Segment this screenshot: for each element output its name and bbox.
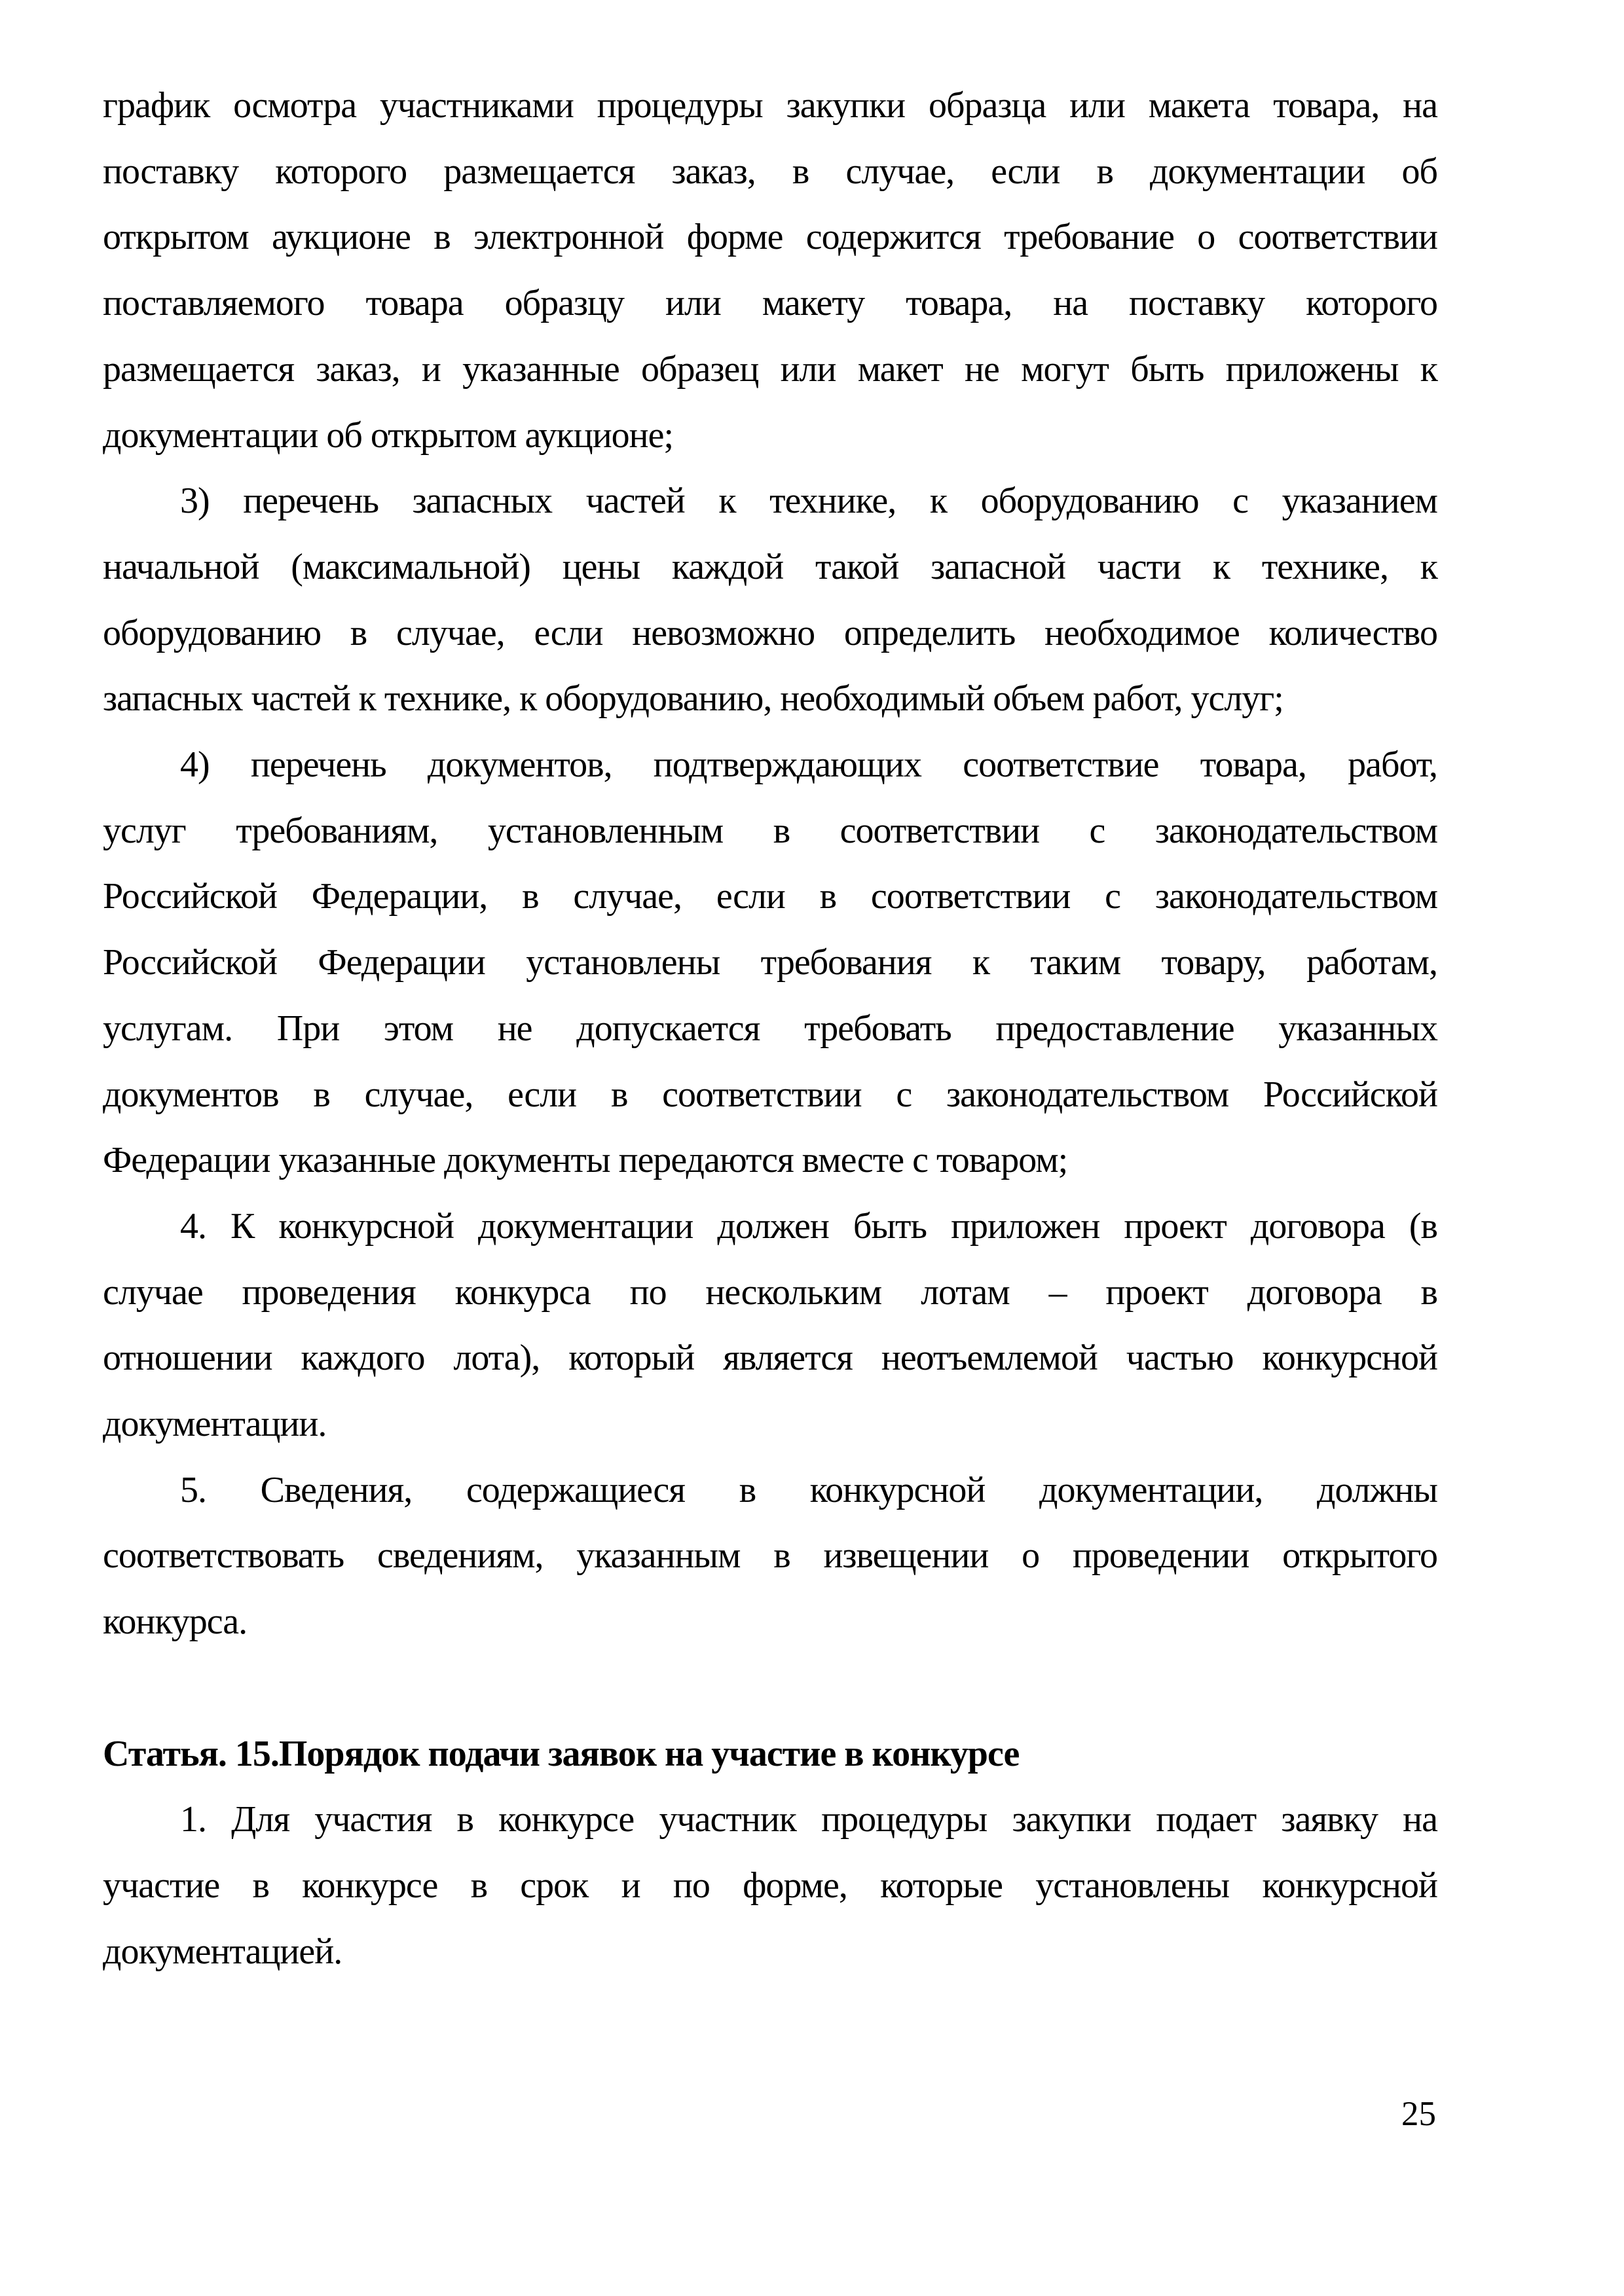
paragraph <box>103 732 1437 1194</box>
text-line: документацией. <box>103 1931 342 1972</box>
text-line: услугам. При этом не допускается требовать предоставление указанных <box>103 1008 1437 1049</box>
text-line: 4) перечень документов, подтверждающих соответствие товара, работ, <box>180 744 1437 786</box>
text-line: Российской Федерации, в случае, если в соответствии с законодательством <box>103 876 1437 917</box>
section-heading <box>103 1721 1437 1787</box>
text-line: запасных частей к технике, к оборудованию, необходимый объем работ, услуг; <box>103 678 1283 720</box>
paragraph <box>103 468 1437 732</box>
paragraph <box>103 1194 1437 1457</box>
paragraph <box>103 73 1437 468</box>
text-line: открытом аукционе в электронной форме содержится требование о соответствии <box>103 217 1437 258</box>
text-line: 1. Для участия в конкурсе участник процедуры закупки подает заявку на <box>180 1799 1437 1840</box>
text-line: случае проведения конкурса по нескольким лотам – проект договора в <box>103 1271 1437 1313</box>
text-line: документации об открытом аукционе; <box>103 414 674 456</box>
text-line: поставляемого товара образцу или макету товара, на поставку которого <box>103 283 1437 324</box>
text-line: Федерации указанные документы передаются вместе с товаром; <box>103 1140 1068 1181</box>
text-line: документов в случае, если в соответствии с законодательством Российской <box>103 1074 1437 1115</box>
text-line: 3) перечень запасных частей к технике, к оборудованию с указанием <box>180 481 1437 522</box>
text-line: поставку которого размещается заказ, в случае, если в документации об <box>103 151 1437 192</box>
document-body <box>103 73 1437 1984</box>
text-line: начальной (максимальной) цены каждой такой запасной части к технике, к <box>103 546 1437 587</box>
heading-line: Статья. 15.Порядок подачи заявок на участие в конкурсе <box>103 1733 1020 1774</box>
paragraph <box>103 1457 1437 1655</box>
text-line: соответствовать сведениям, указанным в извещении о проведении открытого <box>103 1535 1437 1576</box>
text-line: оборудованию в случае, если невозможно определить необходимое количество <box>103 612 1437 653</box>
text-line: Российской Федерации установлены требования к таким товару, работам, <box>103 942 1437 983</box>
text-line: размещается заказ, и указанные образец или макет не могут быть приложены к <box>103 348 1437 390</box>
text-line: участие в конкурсе в срок и по форме, которые установлены конкурсной <box>103 1865 1437 1906</box>
page-number: 25 <box>1401 2095 1436 2133</box>
text-line: документации. <box>103 1404 327 1445</box>
text-line: 4. К конкурсной документации должен быть приложен проект договора (в <box>180 1205 1437 1247</box>
text-line: конкурса. <box>103 1601 248 1643</box>
text-line: отношении каждого лота), который является неотъемлемой частью конкурсной <box>103 1338 1437 1379</box>
text-line: график осмотра участниками процедуры закупки образца или макета товара, на <box>103 85 1437 126</box>
text-line: 5. Сведения, содержащиеся в конкурсной документации, должны <box>180 1469 1437 1510</box>
text-line: услуг требованиям, установленным в соответствии с законодательством <box>103 810 1437 851</box>
paragraph <box>103 1787 1437 1984</box>
